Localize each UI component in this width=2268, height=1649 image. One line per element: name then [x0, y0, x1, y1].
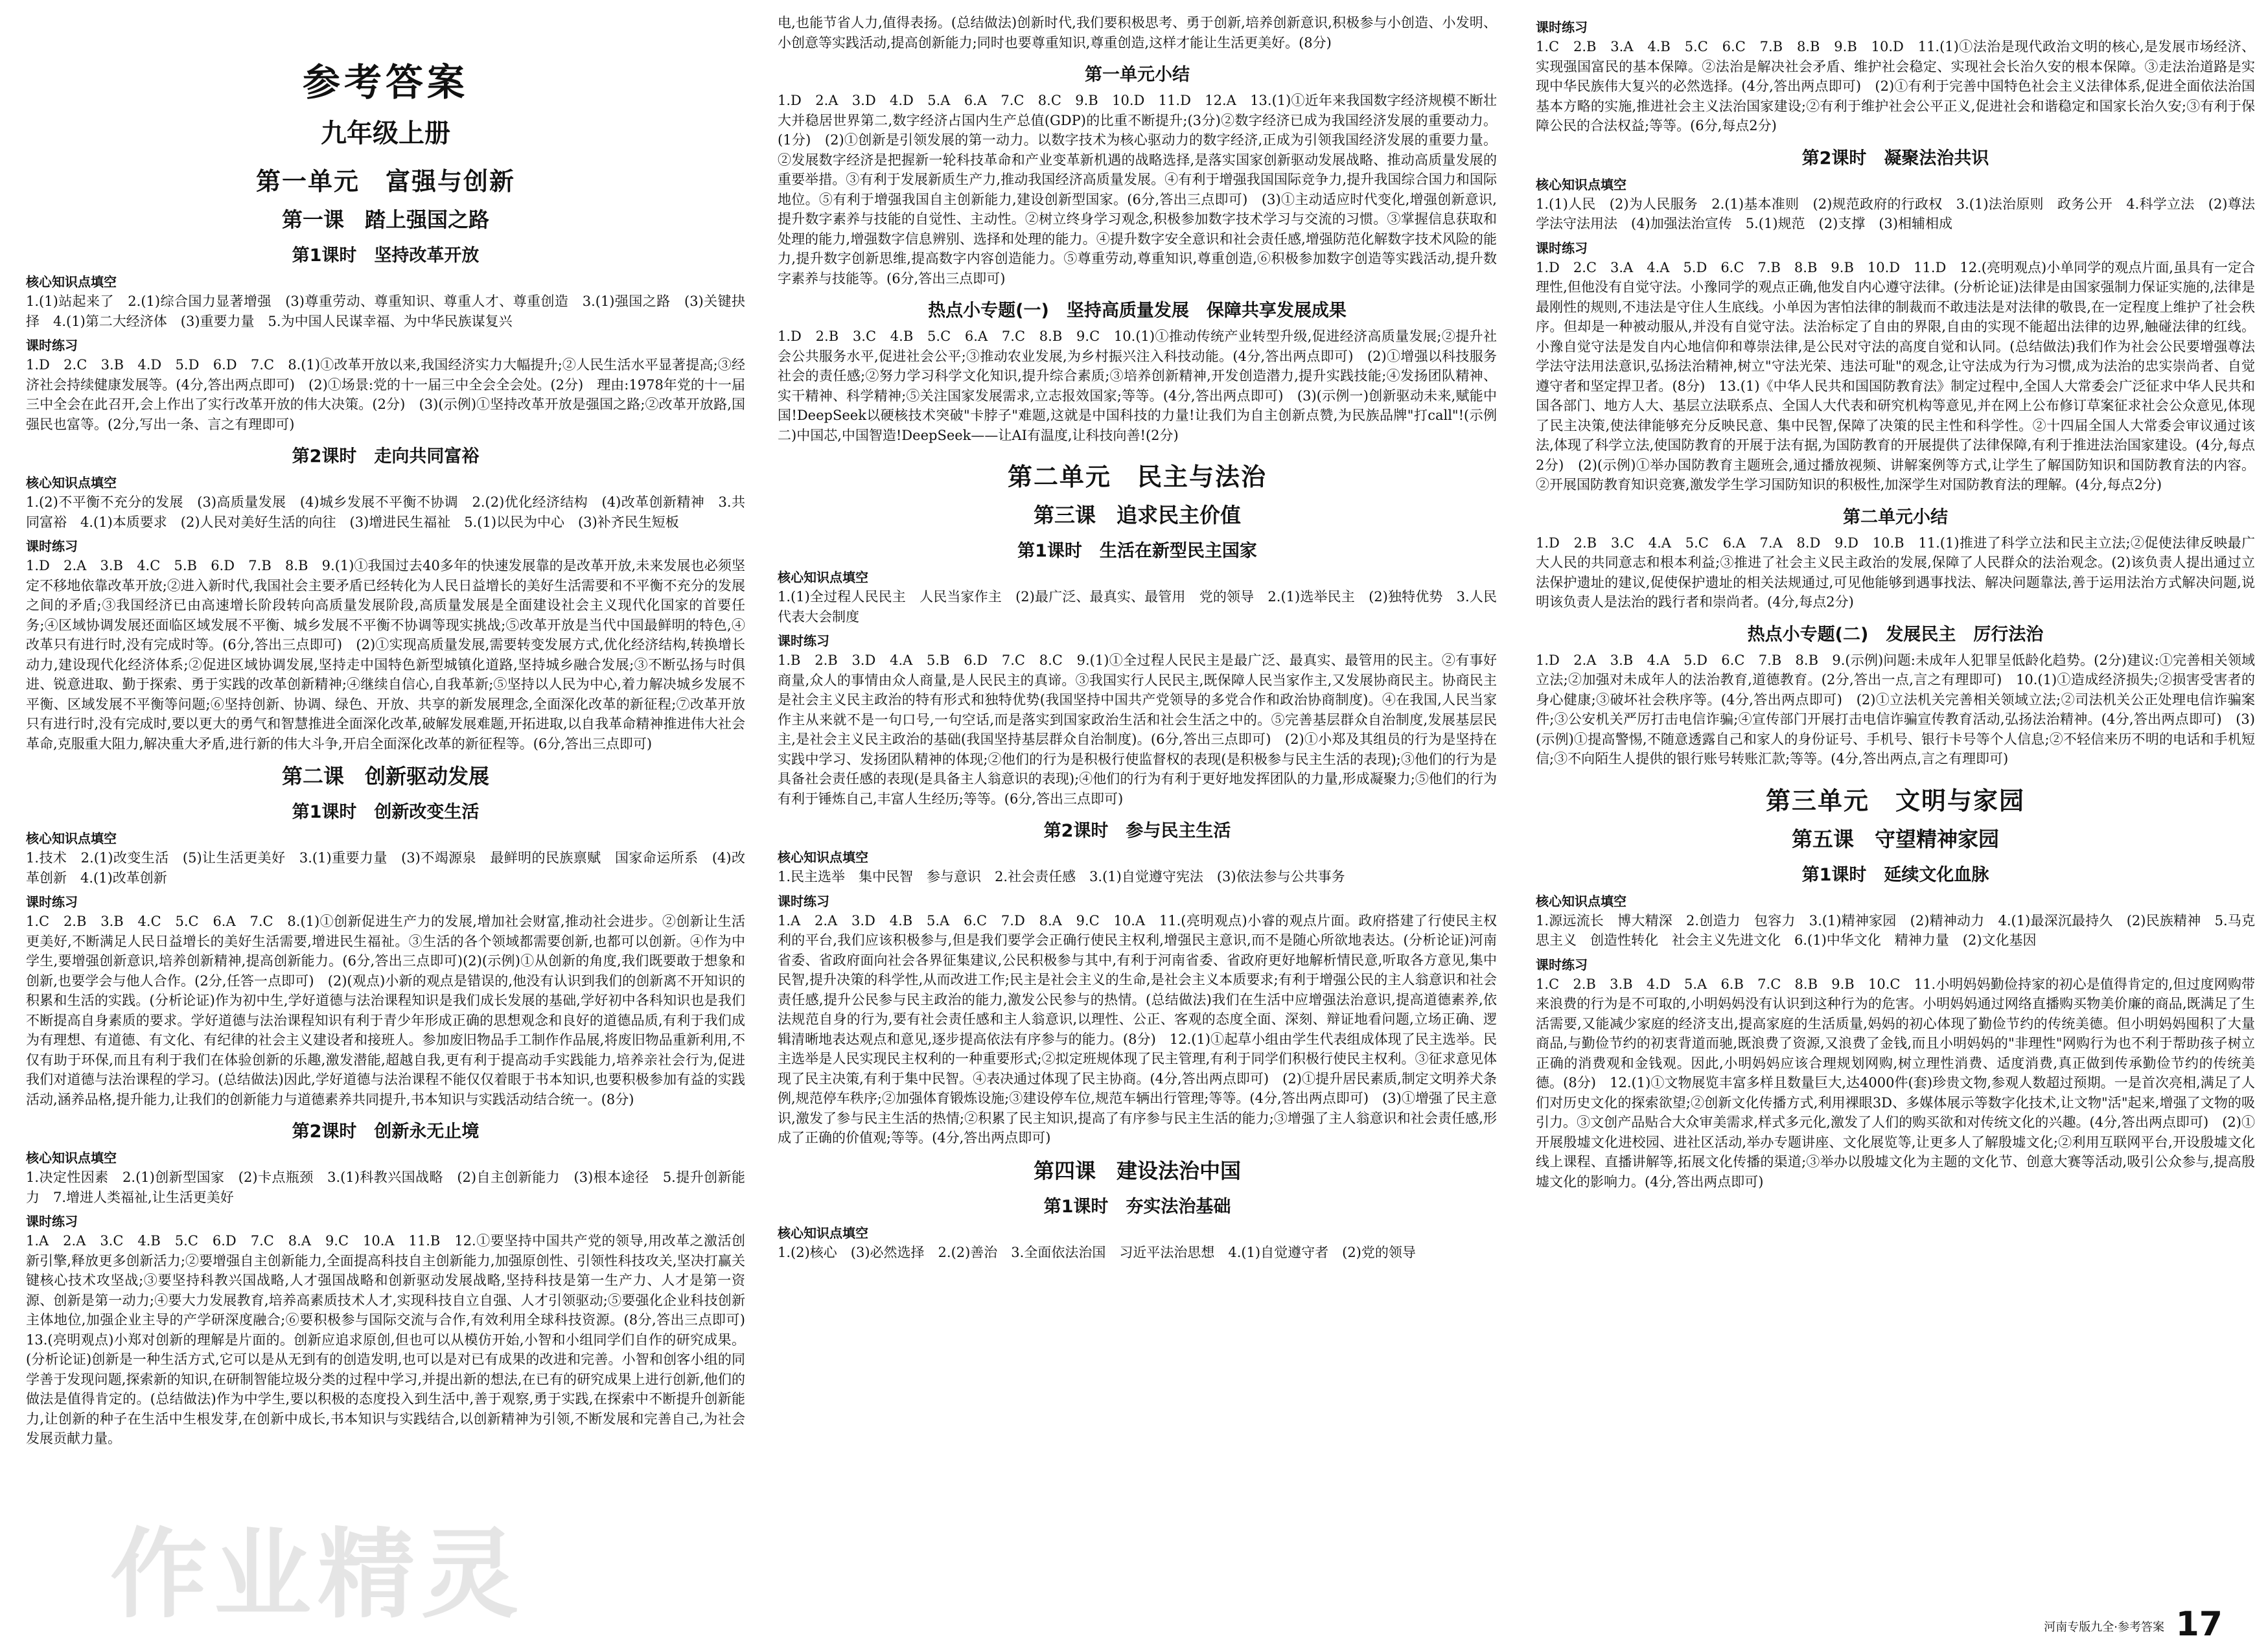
answer-paragraph: 1.C 2.B 3.A 4.B 5.C 6.C 7.B 8.B 9.B 10.D 11.(1)①法治是现代政治文明的核心,是发展市场经济、实现强国富民的基本保障。②法治是解决社会矛盾、维护社会稳定、实现社会长治久安的根本保障。③走法治道路是实现中华民族伟大复兴的必然选择。(4分,答出两点即可) (2)①有利于完善中国特色社会主义法律体系,促进全面依法治国基本方略的实施,推进社会主义法治国家建设;②有利于维护社会公平正义,促进社会和谐稳定和国家长治久安;③有利于保障公民的合法权益;等等。(6分,每点2分) — [1536, 39, 2255, 133]
lesson-heading: 第三课 追求民主价值 — [1033, 503, 1241, 527]
answer-paragraph: 1.B 2.B 3.D 4.A 5.B 6.D 7.C 8.C 9.(1)①全过程人民民主是最广泛、最真实、最管用的民主。②有事好商量,众人的事情由众人商量,是人民民主的真谛。③我国实行人民民主,既保障人民当家作主,又发展协商民主。协商民主是社会主义民主政治的特有形式和独特优势(我国坚持中国共产党领导的多党合作和政治协商制度)。④在我国,人民当家作主从来就不是一句口号,一句空话,而是落实到国家政治生活和社会生活之中的。⑤完善基层群众自治制度,发展基层民主,是社会主义民主政治的基础(我国坚持基层群众自治制度)。(6分,答出三点即可) (2)①小郑及其组员的行为是坚持在实践中学习、发扬团队精神的体现;②他们的行为是积极行使监督权的表现(是积极参与民主生活的表现);③他们的行为是具备社会责任感的表现(是具备主人翁意识的表现);④他们的行为有利于更好地发挥团队的力量,形成凝聚力;⑤他们的行为有利于锤炼自己,丰富人生经历;等等。(6分,答出三点即可) — [778, 652, 1497, 807]
answer-paragraph: 1.C 2.B 3.B 4.D 5.A 6.B 7.C 8.B 9.B 10.C 11.小明妈妈勤俭持家的初心是值得肯定的,但过度网购带来浪费的行为是不可取的,小明妈妈没有认识到这种行为的危害。小明妈妈通过网络直播购买物美价廉的商品,既满足了生活需要,又能减少家庭的经济支出,提高家庭的生活质量,妈妈的初心体现了勤俭节约的传统美德。但小明妈妈囤积了大量商品,与勤俭节约的初衷背道而驰,既浪费了资源,又浪费了金钱,而且小明妈妈的"非理性"网购行为也不利于帮助孩子树立正确的消费观和金钱观。因此,小明妈妈应该合理规划网购,树立理性消费、适度消费,真正做到传承勤俭节约的传统美德。(8分) 12.(1)①文物展览丰富多样且数量巨大,达4000件(套)珍贵文物,参观人数超过预期。一是首次亮相,满足了人们对历史文化的探索欲望;②创新文化传播方式,利用裸眼3D、多媒体展示等数字化技术,让文物"活"起来,增强了文物的吸引力。③文创产品贴合大众审美需求,样式多元化,激发了人们的购买欲和对传统文化的兴趣。(4分,答出两点即可) (2)①开展殷墟文化进校园、进社区活动,举办专题讲座、文化展览等,让更多人了解殷墟文化;②利用互联网平台,开设殷墟文化线上课程、直播讲解等,拓展文化传播的渠道;③举办以殷墟文化为主题的文化节、创意大赛等活动,吸引公众参与,提高殷墟文化的影响力。(4分,答出两点即可) — [1536, 976, 2255, 1190]
period-heading: 第1课时 生活在新型民主国家 — [1017, 541, 1257, 561]
period-heading: 热点小专题(二) 发展民主 厉行法治 — [1747, 624, 2044, 645]
section-label: 核心知识点填空 — [1536, 893, 1626, 909]
section-label: 核心知识点填空 — [26, 274, 117, 290]
section-label: 核心知识点填空 — [778, 849, 868, 865]
answer-paragraph: 1.D 2.B 3.C 4.B 5.C 6.A 7.C 8.B 9.C 10.(1)①推动传统产业转型升级,促进经济高质量发展;②提升社会公共服务水平,促进社会公平;③推动农业发展,为乡村振兴注入科技动能。(4分,答出两点即可) (2)①增强以科技服务社会的责任感;②努力学习科学文化知识,提升综合素质;③培养创新精神,开发创造潜力,提升实践技能;④发扬团队精神、实干精神、科学精神;⑤关注国家发展需求,立志报效国家;等等。(4分,答出两点即可) (3)(示例一)创新驱动未来,赋能中国!DeepSeek以硬核技术突破"卡脖子"难题,这就是中国科技的力量!让我们为自主创新点赞,为民族品牌"打call"!(示例二)中国芯,中国智造!DeepSeek——让AI有温度,让科技向善!(2分) — [778, 329, 1497, 443]
watermark-logo: 作业精灵 — [110, 1519, 526, 1632]
answer-paragraph: 1.D 2.A 3.B 4.A 5.D 6.C 7.B 8.B 9.(示例)问题:未成年人犯罪呈低龄化趋势。(2分)建议:①完善相关领域立法;②加强对未成年人的法治教育,道德教育。(2分,答出一点,言之有理即可) 10.(1)①造成经济损失;②损害受害者的身心健康;③破坏社会秩序等。(4分,答出两点即可) (2)①立法机关完善相关领域立法;②司法机关公正处理电信诈骗案件;③公安机关严厉打击电信诈骗;④宣传部门开展打击电信诈骗宣传教育活动,弘扬法治精神。(4分,答出两点即可) (3)(示例)①提高警惕,不随意透露自己和家人的身份证号、手机号、银行卡号等个人信息;②不轻信来历不明的电话和手机短信;③不向陌生人提供的银行账号转账汇款;等等。(4分,答出两点,言之有理即可) — [1536, 652, 2255, 767]
lesson-heading: 第五课 守望精神家园 — [1791, 826, 1999, 851]
answer-paragraph: 1.D 2.B 3.C 4.A 5.C 6.A 7.A 8.D 9.D 10.B 11.(1)推进了科学立法和民主立法;②促使法律反映最广大人民的共同意志和根本利益;③推进了社会主义民主政治的发展,保障了人民群众的法治观念。(2)该负责人提出通过立法保护遗址的建议,促使保护遗址的相关法规通过,可见他能够到遇事找法、解决问题靠法,善于运用法治方式解决问题,说明该负责人是法治的践行者和崇尚者。(4分,每点2分) — [1536, 535, 2255, 610]
period-heading: 第2课时 走向共同富裕 — [292, 446, 480, 467]
section-label: 课时练习 — [1536, 956, 1588, 973]
period-heading: 第2课时 创新永无止境 — [292, 1122, 480, 1142]
grade-heading: 九年级上册 — [321, 119, 450, 148]
answer-paragraph: 1.(1)全过程人民民主 人民当家作主 (2)最广泛、最真实、最管用 党的领导 2.(1)选举民主 (2)独特优势 3.人民代表大会制度 — [778, 589, 1497, 625]
answer-paragraph: 1.(1)人民 (2)为人民服务 2.(1)基本准则 (2)规范政府的行政权 3.(1)法治原则 政务公开 4.科学立法 (2)尊法学法守法用法 (4)加强法治宣传 5.(1)规范 (2)支撑 (3)相辅相成 — [1536, 196, 2255, 231]
section-label: 课时练习 — [26, 1214, 78, 1229]
period-heading: 第1课时 创新改变生活 — [292, 802, 480, 822]
period-heading: 第1课时 延续文化血脉 — [1801, 864, 1989, 885]
period-heading: 第2课时 凝聚法治共识 — [1801, 148, 1989, 168]
answer-paragraph: 电,也能节省人力,值得表扬。(总结做法)创新时代,我们要积极思考、勇于创新,培养创新意识,积极参与小创造、小发明、小创意等实践活动,提高创新能力;同时也要尊重知识,尊重创造,这样才能让生活更美好。(8分) — [778, 15, 1497, 51]
period-heading: 第1课时 坚持改革开放 — [292, 246, 480, 266]
answer-paragraph: 1.(2)核心 (3)必然选择 2.(2)善治 3.全面依法治国 习近平法治思想 4.(1)自觉遵守者 (2)党的领导 — [778, 1244, 1416, 1260]
lesson-heading: 第一课 踏上强国之路 — [281, 207, 489, 232]
section-label: 课时练习 — [1536, 19, 1588, 35]
section-label: 核心知识点填空 — [26, 1150, 117, 1166]
section-label: 课时练习 — [1536, 240, 1588, 256]
section-label: 课时练习 — [778, 893, 829, 909]
section-label: 课时练习 — [778, 633, 829, 649]
lesson-heading: 第二课 创新驱动发展 — [281, 764, 489, 789]
answer-paragraph: 1.民主选举 集中民智 参与意识 2.社会责任感 3.(1)自觉遵守宪法 (3)依法参与公共事务 — [778, 869, 1345, 884]
answer-paragraph: 1.A 2.A 3.C 4.B 5.C 6.D 7.C 8.A 9.C 10.A 11.B 12.①要坚持中国共产党的领导,用改革之激活创新引擎,释放更多创新活力;②要增强自主创新能力,全面提高科技自主创新能力,加强原创性、引领性科技攻关,坚决打赢关键核心技术攻坚战;③要坚持科教兴国战略,人才强国战略和创新驱动发展战略,坚持科技是第一生产力、人才是第一资源、创新是第一动力;④要大力发展教育,培养高素质技术人才,实现科技自立自强、人才引领驱动;⑤要强化企业科技创新主体地位,加强企业主导的产学研深度融合;⑥要积极参与国际交流与合作,有效利用全球科技资源。(8分,答出三点即可) 13.(亮明观点)小郑对创新的理解是片面的。创新应追求原创,但也可以从模仿开始,小智和小组同学们自作的研究成果。(分析论证)创新是一种生活方式,它可以是从无到有的创造发明,也可以是对已有成果的改进和完善。小智和创客小组的同学善于发现问题,探索新的知识,在研制智能垃圾分类的过程中学习,并提出新的想法,在已有的研究成果上进行创新,他们的做法是值得肯定的。(总结做法)作为中学生,要以积极的态度投入到生活中,善于观察,勇于实践,在探索中不断提升创新能力,让创新的种子在生活中生根发芽,在创新中成长,书本知识与实践结合,以创新精神为引领,不断发展和完善自己,为社会发展贡献力量。 — [26, 1233, 759, 1446]
answer-paragraph: 1.D 2.C 3.B 4.D 5.D 6.D 7.C 8.(1)①改革开放以来,我国经济实力大幅提升;②人民生活水平显著提高;③经济社会持续健康发展等。(4分,答出两点即可) (2)①场景:党的十一届三中全会全会处。(2分) 理由:1978年党的十一届三中全会在此召开,会上作出了实行改革开放的伟大决策。(2分) (3)(示例)①坚持改革开放是强国之路;②改革开放路,国强民也富等。(2分,写出一条、言之有理即可) — [26, 357, 745, 432]
section-label: 核心知识点填空 — [1536, 176, 1626, 192]
footer-text: 河南专版九全·参考答案 — [2044, 1620, 2164, 1634]
answer-paragraph: 1.C 2.B 3.B 4.C 5.C 6.A 7.C 8.(1)①创新促进生产力的发展,增加社会财富,推动社会进步。②创新让生活更美好,不断满足人民日益增长的美好生活需要,增进民生福祉。③生活的各个领域都需要创新,也都可以创新。④作为中学生,要增强创新意识,培养创新精神,提高创新能力。(6分,答出三点即可)(2)(示例)①从创新的角度,我们既要敢于想象和创新,也要学会与他人合作。(2分,任答一点即可) (2)(观点)小新的观点是错误的,他没有认识到我们的创新离不开知识的积累和生活的实践。(分析论证)作为初中生,学好道德与法治课程知识是我们成长发展的基础,学好初中各科知识也是我们不断提高自身素质的要求。学好道德与法治课程知识有利于青少年形成正确的思想观念和良好的道德品质,有利于我们成为有理想、有道德、有文化、有纪律的社会主义建设者和接班人。参加废旧物品手工制作作品展,将废旧物品重新利用,不仅有助于环保,而且有利于我们在体验创新的乐趣,激发潜能,超越自我,更有利于提高动手实践能力,培养亲社会行为,促进我们对道德与法治课程的学习。(总结做法)因此,学好道德与法治课程不能仅仅着眼于书本知识,也要积极参加有益的实践活动,涵养品格,提升能力,让我们的创新能力与道德素养共同提升,书本知识与实践活动结合统一。(8分) — [26, 914, 745, 1107]
answer-paragraph: 1.(1)站起来了 2.(1)综合国力显著增强 (3)尊重劳动、尊重知识、尊重人才、尊重创造 3.(1)强国之路 (3)关键抉择 4.(1)第二大经济体 (3)重要力量 5.为中国人民谋幸福、为中华民族谋复兴 — [26, 294, 745, 329]
period-heading: 热点小专题(一) 坚持高质量发展 保障共享发展成果 — [928, 301, 1347, 321]
period-heading: 第二单元小结 — [1843, 507, 1948, 527]
answer-paragraph: 1.D 2.C 3.A 4.A 5.D 6.C 7.B 8.B 9.B 10.D 11.D 12.(亮明观点)小单同学的观点片面,虽具有一定合理性,但他没有自觉守法。小豫同学的观点正确,他发自内心遵守法律。(分析论证)法律是由国家强制力保证实施的,法律是最刚性的规则,不违法是守住人生底线。小单因为害怕法律的制裁而不敢违法是对法律的敬畏,在一定程度上维护了社会秩序。但却是一种被动服从,并没有自觉守法。法治标定了自由的界限,自由的实现不能超出法律的边界,触碰法律的红线。小豫自觉守法是发自内心地信仰和尊崇法律,是公民对守法的高度自觉和认同。(总结做法)我们作为社会公民要增强尊法学法守法用法意识,弘扬法治精神,树立"守法光荣、违法可耻"的观念,让守法成为行为习惯,成为法治的忠实崇尚者、自觉遵守者和坚定捍卫者。(8分) 13.(1)《中华人民共和国国防教育法》制定过程中,全国人大常委会广泛征求中华人民共和国各部门、地方人大、基层立法联系点、全国人大代表和研究机构等意见,并在网上公布修订草案征求社会公众意见,体现了民主决策,使法律能够充分反映民意、集中民智,保障了决策的民主性和科学性。②十四届全国人大常委会审议通过该法,体现了科学立法,使国防教育的开展于法有据,为国防教育的开展提供了法律保障,有利于推进法治国家建设。(4分,每点2分) (2)(示例)①举办国防教育主题班会,通过播放视频、讲解案例等方式,让学生了解国防知识和国防教育法的内容。②开展国防教育知识竞赛,激发学生学习国防知识的积极性,加深学生对国防教育法的理解。(4分,每点2分) — [1536, 259, 2255, 492]
column-middle — [778, 13, 1497, 1610]
answer-paragraph: 1.D 2.A 3.B 4.C 5.B 6.D 7.B 8.B 9.(1)①我国过去40多年的快速发展靠的是改革开放,未来发展也必须坚定不移地依靠改革开放;②进入新时代,我国社会主要矛盾已经转化为人民日益增长的美好生活需要和不平衡不充分的发展之间的矛盾;③我国经济已由高速增长阶段转向高质量发展阶段,高质量发展是全面建设社会主义现代化国家的首要任务;④区域协调发展还面临区域发展不平衡、城乡发展不平衡不协调等现实挑战;⑤改革开放是当代中国最鲜明的特色,④改革只有进行时,没有完成时等。(6分,答出三点即可) (2)①实现高质量发展,需要转变发展方式,优化经济结构,转换增长动力,建设现代化经济体系;②促进区域协调发展,坚持走中国特色新型城镇化道路,坚持城乡融合发展;③不断弘扬与时俱进、锐意进取、勤于探索、勇于实践的改革创新精神;④继续自信心,自我革新;⑤坚持以人民为中心,着力解决城乡发展不平衡、区域发展不平衡等问题;⑥坚持创新、协调、绿色、开放、共享的新发展理念,全面深化改革的新征程;⑦改革开放只有进行时,没有完成时,要以更大的勇气和智慧推进全面深化改革,破解发展难题,开拓进取,以自我革命精神推进伟大社会革命,克服重大阻力,解决重大矛盾,进行新的伟大斗争,开启全面深化改革的新征程等。(6分,答出三点即可) — [26, 558, 745, 752]
period-heading: 第一单元小结 — [1085, 65, 1190, 85]
section-label: 课时练习 — [26, 894, 78, 910]
section-label: 核心知识点填空 — [26, 475, 117, 490]
lesson-heading: 第四课 建设法治中国 — [1033, 1158, 1241, 1183]
section-label: 课时练习 — [26, 538, 78, 554]
page-number: 17 — [2175, 1605, 2223, 1644]
unit-heading: 第一单元 富强与创新 — [255, 167, 515, 196]
period-heading: 第1课时 夯实法治基础 — [1043, 1196, 1231, 1217]
section-label: 核心知识点填空 — [778, 570, 868, 585]
answer-paragraph: 1.(2)不平衡不充分的发展 (3)高质量发展 (4)城乡发展不平衡不协调 2.(2)优化经济结构 (4)改革创新精神 3.共同富裕 4.(1)本质要求 (2)人民对美好生活的向往 (3)增进民生福祉 5.(1)以民为中心 (3)补齐民生短板 — [26, 494, 745, 530]
answer-paragraph: 1.决定性因素 2.(1)创新型国家 (2)卡点瓶颈 3.(1)科教兴国战略 (2)自主创新能力 (3)根本途径 5.提升创新能力 7.增进人类福祉,让生活更美好 — [26, 1170, 745, 1205]
section-label: 核心知识点填空 — [778, 1225, 868, 1241]
column-left — [26, 13, 759, 1610]
answer-paragraph: 1.技术 2.(1)改变生活 (5)让生活更美好 3.(1)重要力量 (3)不竭源泉 最鲜明的民族禀赋 国家命运所系 (4)改革创新 4.(1)改革创新 — [26, 850, 745, 886]
section-label: 课时练习 — [26, 338, 78, 353]
section-label: 核心知识点填空 — [26, 831, 117, 846]
page-title: 参考答案 — [302, 60, 469, 104]
unit-heading: 第三单元 文明与家园 — [1765, 786, 2025, 815]
column-right — [1536, 13, 2255, 1610]
answer-paragraph: 1.源远流长 博大精深 2.创造力 包容力 3.(1)精神家园 (2)精神动力 4.(1)最深沉最持久 (2)民族精神 5.马克思主义 创造性转化 社会主义先进文化 6.(1)中华文化 精神力量 (2)文化基因 — [1536, 912, 2255, 948]
unit-heading: 第二单元 民主与法治 — [1007, 463, 1267, 491]
answer-paragraph: 1.A 2.A 3.D 4.B 5.A 6.C 7.D 8.A 9.C 10.A 11.(亮明观点)小睿的观点片面。政府搭建了行使民主权利的平台,我们应该积极参与,但是我们要学会正确行使民主权利,增强民主意识,而不是随心所欲地表达。(分析论证)河南省委、省政府面向社会各界征集建议,公民积极参与其中,有利于河南省委、省政府更好地解析情民意,听取各方意见,集中民智,提升决策的科学性,从而改进工作;民主是社会主义的生命,是社会主义本质要求;有利于增强公民的主人翁意识和社会责任感,提升公民参与民主政治的能力,激发公民参与的热情。(总结做法)我们在生活中应增强法治意识,提高道德素养,依法规范自身的行为,要有社会责任感和主人翁意识,以理性、公正、客观的态度全面、深刻、辩证地看问题,立场正确、逻辑清晰地表达观点和意见,逐步提高依法有序参与的能力。(8分) 12.(1)①起草小组由学生代表组成体现了民主选举。民主选举是人民实现民主权利的一种重要形式;②拟定班规体现了民主管理,有利于同学们积极行使民主权利。③征求意见体现了民主决策,有利于集中民智。④表决通过体现了民主协商。(4分,答出两点即可) (2)①提升居民素质,制定文明养犬条例,规范停车秩序;②加强体育锻炼设施;③建设停车位,规范车辆出行管理;等等。(4分,答出两点即可) (3)①增强了民主意识,激发了参与民主生活的热情;②积累了民主知识,提高了有序参与民主生活的能力;③增强了主人翁意识和社会责任感,形成了正确的价值观;等等。(4分,答出两点即可) — [778, 912, 1497, 1146]
answer-paragraph: 1.D 2.A 3.D 4.D 5.A 6.A 7.C 8.C 9.B 10.D 11.D 12.A 13.(1)①近年来我国数字经济规模不断壮大并稳居世界第二,数字经济占国内生产总值(GDP)的比重不断提升;(3分)②数字经济已成为我国经济发展的重要动力。(1分) (2)①创新是引领发展的第一动力。以数字技术为核心驱动力的数字经济,正成为引领我国经济发展的重要力量。②发展数字经济是把握新一轮科技革命和产业变革新机遇的战略选择,是落实国家创新驱动发展战略、推动高质量发展的重要举措。③有利于发展新质生产力,推动我国经济高质量发展。④有利于增强我国国际竞争力,提升我国综合国力和国际地位。⑤有利于增强我国自主创新能力,建设创新型国家。(6分,答出三点即可) (3)①主动适应时代变化,增强创新意识,提升数字素养与技能的自觉性、主动性。②树立终身学习观念,积极参加数字技术学习与交流的习惯。③掌握信息获取和处理的能力,增强数字信息辨别、选择和处理的能力。④提升数字安全意识和社会责任感,增强防范化解数字技术风险的能力,提升数字创新思维,提高数字内容创造能力。⑤尊重劳动,尊重知识,尊重创造,⑥积极参加数字创造等实践活动,提升数字素养与技能等。(6分,答出三点即可) — [778, 93, 1497, 286]
period-heading: 第2课时 参与民主生活 — [1043, 821, 1231, 841]
